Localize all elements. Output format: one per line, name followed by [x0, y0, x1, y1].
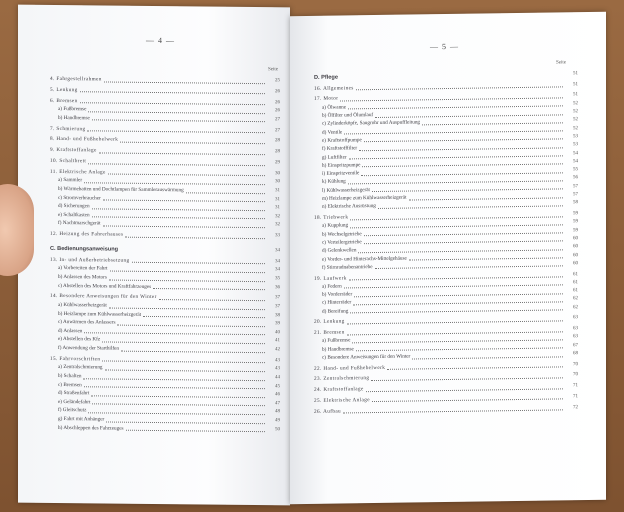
- toc-entry-title: a) Fußbremse: [58, 106, 87, 113]
- page-number: — 5 —: [430, 41, 459, 52]
- toc-entry-title: e) Schaltkasten: [58, 211, 90, 219]
- dot-leader: [120, 138, 265, 145]
- toc-entry-page: 63: [573, 326, 578, 332]
- toc-entry-page: 52: [573, 100, 578, 106]
- toc-entry-title: 13. In- und Außerbetriebsetzung: [50, 256, 130, 264]
- dot-leader: [103, 221, 266, 228]
- toc-entry: [58, 424, 280, 434]
- dot-leader: [159, 295, 265, 301]
- toc-entry-title: e) Vorder- und Hinterachs-Mittelgehäuse: [322, 255, 407, 263]
- dot-leader: [378, 201, 563, 209]
- toc-entry-title: 15. Fahrvorschriften: [50, 355, 101, 363]
- toc-entry-page: 54: [573, 158, 578, 165]
- toc-entry: [50, 135, 280, 145]
- toc-entry: [314, 393, 578, 405]
- toc-entry-title: d) Anlassen: [58, 327, 83, 335]
- toc-entry: [50, 86, 280, 96]
- toc-entry-title: 18. Triebwerk: [314, 214, 349, 221]
- toc-entry-title: b) Handbremse: [58, 114, 90, 122]
- toc-entry-title: a) Federn: [322, 283, 342, 290]
- toc-entry-title: C. Bedienungsanweisung: [50, 245, 119, 253]
- toc-entry: [50, 146, 280, 156]
- toc-entry-page: 27: [275, 127, 280, 133]
- toc-entry-page: 68: [573, 351, 578, 357]
- toc-entry-title: c) Besondere Anweisungen für den Winter: [322, 353, 411, 361]
- toc-entry-page: 30: [275, 171, 280, 177]
- toc-entry-title: 19. Laufwerk: [314, 274, 347, 282]
- dot-leader: [103, 196, 265, 203]
- toc-entry-page: 34: [275, 248, 280, 254]
- toc-entry-title: b) Anlassen des Motors: [58, 273, 107, 281]
- toc-entry-page: 25: [275, 78, 280, 84]
- dot-leader: [372, 395, 563, 403]
- toc-entry-title: f) Anwendung der Starthilfen: [58, 344, 119, 352]
- toc-entry-page: 29: [275, 160, 280, 166]
- left-page: [18, 5, 290, 506]
- toc-entry-page: 34: [275, 259, 280, 265]
- toc-entry-title: k) Kühlung: [322, 178, 346, 186]
- toc-entry-page: 61: [573, 271, 578, 277]
- toc-entry-title: 25. Elektrische Anlage: [314, 396, 370, 404]
- toc-entry-title: l) Kühlwasserheizgerät: [322, 186, 370, 194]
- toc-entry-page: 61: [573, 288, 578, 294]
- toc-entry-title: c) Hinterräder: [322, 299, 352, 307]
- toc-entry-title: g) Fahrt mit Anhänger: [58, 415, 105, 423]
- toc-entry-page: 70: [573, 372, 578, 378]
- toc-entry-page: 60: [573, 244, 578, 250]
- dot-leader: [409, 193, 563, 200]
- toc-entry-title: b) Schalten: [58, 372, 82, 380]
- dot-leader: [102, 337, 265, 344]
- dot-leader: [84, 382, 265, 389]
- dot-leader: [409, 253, 563, 260]
- toc-entry-page: 42: [275, 347, 280, 353]
- toc-entry: [50, 230, 280, 240]
- toc-entry: [314, 361, 578, 373]
- toc-entry-title: b) Vorderräder: [322, 291, 353, 298]
- toc-entry-page: 52: [573, 125, 578, 131]
- toc-entry-page: 43: [275, 358, 280, 364]
- dot-leader: [80, 98, 265, 105]
- toc-entry-title: 8. Hand- und Fußhebelwerk: [50, 136, 119, 144]
- toc-entry-title: f) Kraftstofffilter: [322, 145, 358, 152]
- toc-entry-title: a) Zentralschmierung: [58, 364, 103, 371]
- column-header-seite: Seite: [556, 60, 566, 66]
- dot-leader: [343, 405, 563, 413]
- toc-entry-page: 30: [275, 179, 280, 185]
- dot-leader: [126, 426, 265, 432]
- toc-entry-title: 7. Schmierung: [50, 125, 86, 132]
- dot-leader: [88, 159, 265, 166]
- dot-leader: [87, 126, 265, 133]
- toc-entry-page: 60: [573, 236, 578, 242]
- toc-entry-page: 63: [573, 315, 578, 321]
- toc-entry-page: 60: [573, 260, 578, 267]
- toc-entry-page: 54: [573, 150, 578, 156]
- toc-entry-page: 41: [275, 338, 280, 344]
- toc-entry-title: 16. Allgemeines: [314, 85, 354, 92]
- dot-leader: [102, 357, 265, 364]
- toc-entry-page: 46: [275, 392, 280, 398]
- toc-entry-page: 28: [275, 138, 280, 144]
- toc-entry-title: a) Vorbereiten der Fahrt: [58, 265, 108, 272]
- dot-leader: [132, 258, 265, 264]
- toc-entry-page: 57: [573, 192, 578, 198]
- dot-leader: [340, 72, 563, 79]
- dot-leader: [84, 329, 265, 336]
- dot-leader: [105, 365, 265, 372]
- toc-entry-title: n) Elektrische Ausrüstung: [322, 203, 376, 211]
- toc-entry-page: 51: [573, 71, 578, 77]
- toc-entry: [50, 125, 280, 135]
- toc-entry-title: d) Ventile: [322, 129, 343, 136]
- toc-entry-page: 59: [573, 227, 578, 233]
- toc-entry-page: 71: [573, 393, 578, 400]
- toc-entry-page: 44: [275, 375, 280, 381]
- toc-entry-page: 56: [573, 175, 578, 181]
- toc-entry-page: 37: [275, 304, 280, 310]
- toc-entry-page: 28: [275, 149, 280, 155]
- holding-thumb: [0, 184, 34, 276]
- dot-leader: [109, 303, 265, 310]
- toc-entry-title: c) Verteilergetriebe: [322, 239, 362, 246]
- toc-entry-page: 32: [275, 214, 280, 220]
- toc-entry-page: 59: [573, 219, 578, 225]
- toc-entry-page: 60: [573, 252, 578, 258]
- toc-entry-title: f) Stirnradnabenantriebe: [322, 263, 373, 271]
- toc-entry-title: i) Einspritzventile: [322, 170, 360, 177]
- toc-entry-title: 14. Besondere Anweisungen für den Winter: [50, 293, 157, 301]
- toc-entry-page: 72: [573, 404, 578, 410]
- toc-entry-title: d) Bereifung: [322, 308, 349, 315]
- toc-entry-page: 62: [573, 296, 578, 302]
- toc-entry-page: 50: [275, 426, 280, 432]
- page-number: — 4 —: [146, 35, 175, 46]
- toc-entry-page: 52: [573, 117, 578, 123]
- toc-entry-title: b) Wärmebatten und Dochtlampen für Sammlerauswärmung: [58, 185, 184, 194]
- toc-entry: [314, 315, 578, 327]
- toc-entry-page: 43: [275, 366, 280, 372]
- toc-entry-page: 31: [275, 205, 280, 211]
- toc-entry-page: 38: [275, 312, 280, 318]
- dot-leader: [121, 346, 265, 353]
- toc-entry-page: 55: [573, 167, 578, 173]
- toc-entry-page: 49: [275, 418, 280, 424]
- toc-entry-page: 26: [275, 99, 280, 105]
- toc-entry-title: 23. Zentralschmierung: [314, 375, 370, 383]
- toc-entry-title: 22. Hand- und Fußhebelwerk: [314, 364, 386, 372]
- dot-leader: [104, 77, 265, 84]
- dot-leader: [109, 275, 265, 282]
- toc-entry-page: 37: [275, 295, 280, 301]
- toc-entry: [58, 282, 280, 292]
- toc-entry: [314, 81, 578, 93]
- toc-entry-title: c) Zylinderköpfe, Saugrohr und Auspuffleitung: [322, 119, 421, 128]
- toc-entry-page: 59: [573, 211, 578, 217]
- dot-leader: [153, 284, 265, 290]
- dot-leader: [88, 408, 265, 415]
- toc-entry-title: 17. Motor: [314, 95, 339, 103]
- toc-entry-page: 70: [573, 361, 578, 367]
- toc-entry-page: 40: [275, 330, 280, 336]
- toc-entry-page: 31: [275, 188, 280, 194]
- toc-entry-title: e) Geländefahrt: [58, 398, 91, 406]
- dot-leader: [88, 107, 265, 114]
- dot-leader: [110, 266, 265, 273]
- toc-entry-page: 51: [573, 81, 578, 87]
- dot-leader: [117, 320, 265, 327]
- toc-entry-title: b) Ölfilter und Ölumlauf: [322, 112, 374, 119]
- dot-leader: [186, 188, 265, 194]
- toc-entry-title: 11. Elektrische Anlage: [50, 168, 106, 176]
- dot-leader: [412, 352, 563, 359]
- toc-entry-title: m) Heizlampe zum Kühlwasserheizgerät: [322, 194, 407, 202]
- toc-entry-title: a) Kühlwasserheizgerät: [58, 301, 107, 309]
- dot-leader: [83, 374, 265, 381]
- toc-entry-title: 20. Lenkung: [314, 318, 345, 326]
- toc-entry: [314, 404, 578, 416]
- toc-entry-title: 24. Kraftstoffanlage: [314, 386, 364, 393]
- dot-leader: [108, 170, 265, 177]
- toc-entry-title: b) Handbremse: [322, 346, 354, 353]
- toc-entry-title: d) Sicherungen: [58, 203, 90, 210]
- toc-entry-title: 21. Bremsen: [314, 329, 345, 336]
- toc-entry-title: D. Pflege: [314, 74, 338, 81]
- toc-entry-page: 32: [275, 222, 280, 228]
- dot-leader: [92, 400, 265, 407]
- toc-entry-title: f) Nachtmarschgerät: [58, 220, 101, 227]
- toc-entry-title: b) Wechselgetriebe: [322, 230, 362, 238]
- toc-entry-page: 47: [275, 401, 280, 407]
- toc-entry-title: e) Abstellen des Kfz: [58, 336, 101, 343]
- toc-entry-title: h) Einspritzpumpe: [322, 162, 361, 169]
- dot-leader: [387, 363, 563, 370]
- right-page: [290, 12, 606, 504]
- toc-entry-page: 35: [275, 276, 280, 282]
- toc-entry-page: 48: [275, 409, 280, 415]
- dot-leader: [84, 178, 265, 185]
- toc-entry-page: 33: [275, 233, 280, 239]
- toc-entry-title: 5. Lenkung: [50, 86, 78, 93]
- toc-entry-page: 31: [275, 196, 280, 202]
- toc-entry-title: 12. Heizung des Fahrerhauses: [50, 231, 124, 238]
- toc-entry-page: 58: [573, 200, 578, 206]
- toc-entry: [58, 219, 280, 229]
- toc-entry-title: 10. Schaltbrett: [50, 157, 87, 165]
- dot-leader: [143, 312, 265, 318]
- toc-entry-title: d) Gelenkwellen: [322, 247, 357, 254]
- toc-entry-page: 26: [275, 108, 280, 114]
- dot-leader: [92, 204, 265, 211]
- toc-entry-page: 45: [275, 383, 280, 389]
- toc-entry-title: c) Bremsen: [58, 381, 82, 388]
- toc-entry-page: 61: [573, 279, 578, 286]
- toc-entry-page: 67: [573, 342, 578, 348]
- toc-entry-title: h) Abschleppen des Fahrzeuges: [58, 424, 124, 432]
- toc-entry: [58, 344, 280, 354]
- toc-entry-title: a) Fußbremse: [322, 337, 351, 345]
- dot-leader: [350, 306, 563, 314]
- dot-leader: [347, 316, 563, 324]
- toc-entry-page: 71: [573, 383, 578, 389]
- dot-leader: [120, 248, 265, 254]
- toc-entry-title: c) Anwärmen des Anlassers: [58, 319, 116, 326]
- toc-entry-page: 52: [573, 109, 578, 115]
- dot-leader: [366, 384, 563, 392]
- toc-section-heading: [314, 70, 578, 82]
- toc-entry-title: 9. Kraftstoffanlage: [50, 147, 97, 154]
- toc-entry-page: 57: [573, 183, 578, 189]
- toc-entry-page: 36: [275, 284, 280, 290]
- toc-entry-title: a) Sammler: [58, 177, 83, 184]
- toc-entry-title: a) Ölwanne: [322, 104, 347, 111]
- toc-entry: [314, 382, 578, 394]
- toc-entry-title: 6. Bremsen: [50, 97, 78, 104]
- toc-entry-page: 39: [275, 321, 280, 327]
- toc-entry: [314, 372, 578, 384]
- dot-leader: [106, 417, 265, 424]
- toc-entry-title: 4. Fahrgestellrahmen: [50, 75, 102, 83]
- toc-entry-title: d) Straßenfahrt: [58, 390, 90, 397]
- dot-leader: [422, 118, 563, 125]
- toc-entry-title: e) Kraftstoffpumpe: [322, 137, 362, 144]
- dot-leader: [92, 116, 265, 123]
- toc-entry-page: 26: [275, 89, 280, 95]
- toc-entry-title: c) Abstellen des Motors und Kraftfahrzeuges: [58, 282, 152, 290]
- column-header-seite: Seite: [268, 67, 278, 73]
- toc-entry-title: b) Heizlampe zum Kühlwasserheizgerät: [58, 310, 142, 318]
- toc-entry-page: 63: [573, 334, 578, 340]
- toc-entry-page: 53: [573, 142, 578, 148]
- toc-entry-title: a) Kupplung: [322, 222, 349, 230]
- toc-entry-title: 26. Aufbau: [314, 407, 342, 415]
- dot-leader: [371, 373, 563, 381]
- dot-leader: [375, 262, 563, 270]
- toc-entry-title: c) Stromverbraucher: [58, 194, 101, 202]
- dot-leader: [356, 83, 563, 91]
- toc-entry-page: 53: [573, 134, 578, 140]
- dot-leader: [99, 148, 265, 155]
- toc-entry: [58, 114, 280, 124]
- dot-leader: [92, 213, 265, 220]
- toc-entry-title: g) Luftfilter: [322, 153, 347, 161]
- toc-entry: [50, 75, 280, 85]
- toc-entry: [50, 157, 280, 167]
- dot-leader: [80, 88, 265, 95]
- toc-entry-page: 62: [573, 304, 578, 310]
- toc-entry-page: 27: [275, 117, 280, 123]
- dot-leader: [125, 232, 265, 238]
- toc-entry-page: 51: [573, 92, 578, 98]
- toc-entry-title: f) Gleitschutz: [58, 407, 87, 414]
- toc-entry-page: 34: [275, 267, 280, 273]
- dot-leader: [91, 391, 265, 398]
- toc-section-heading: [50, 245, 280, 255]
